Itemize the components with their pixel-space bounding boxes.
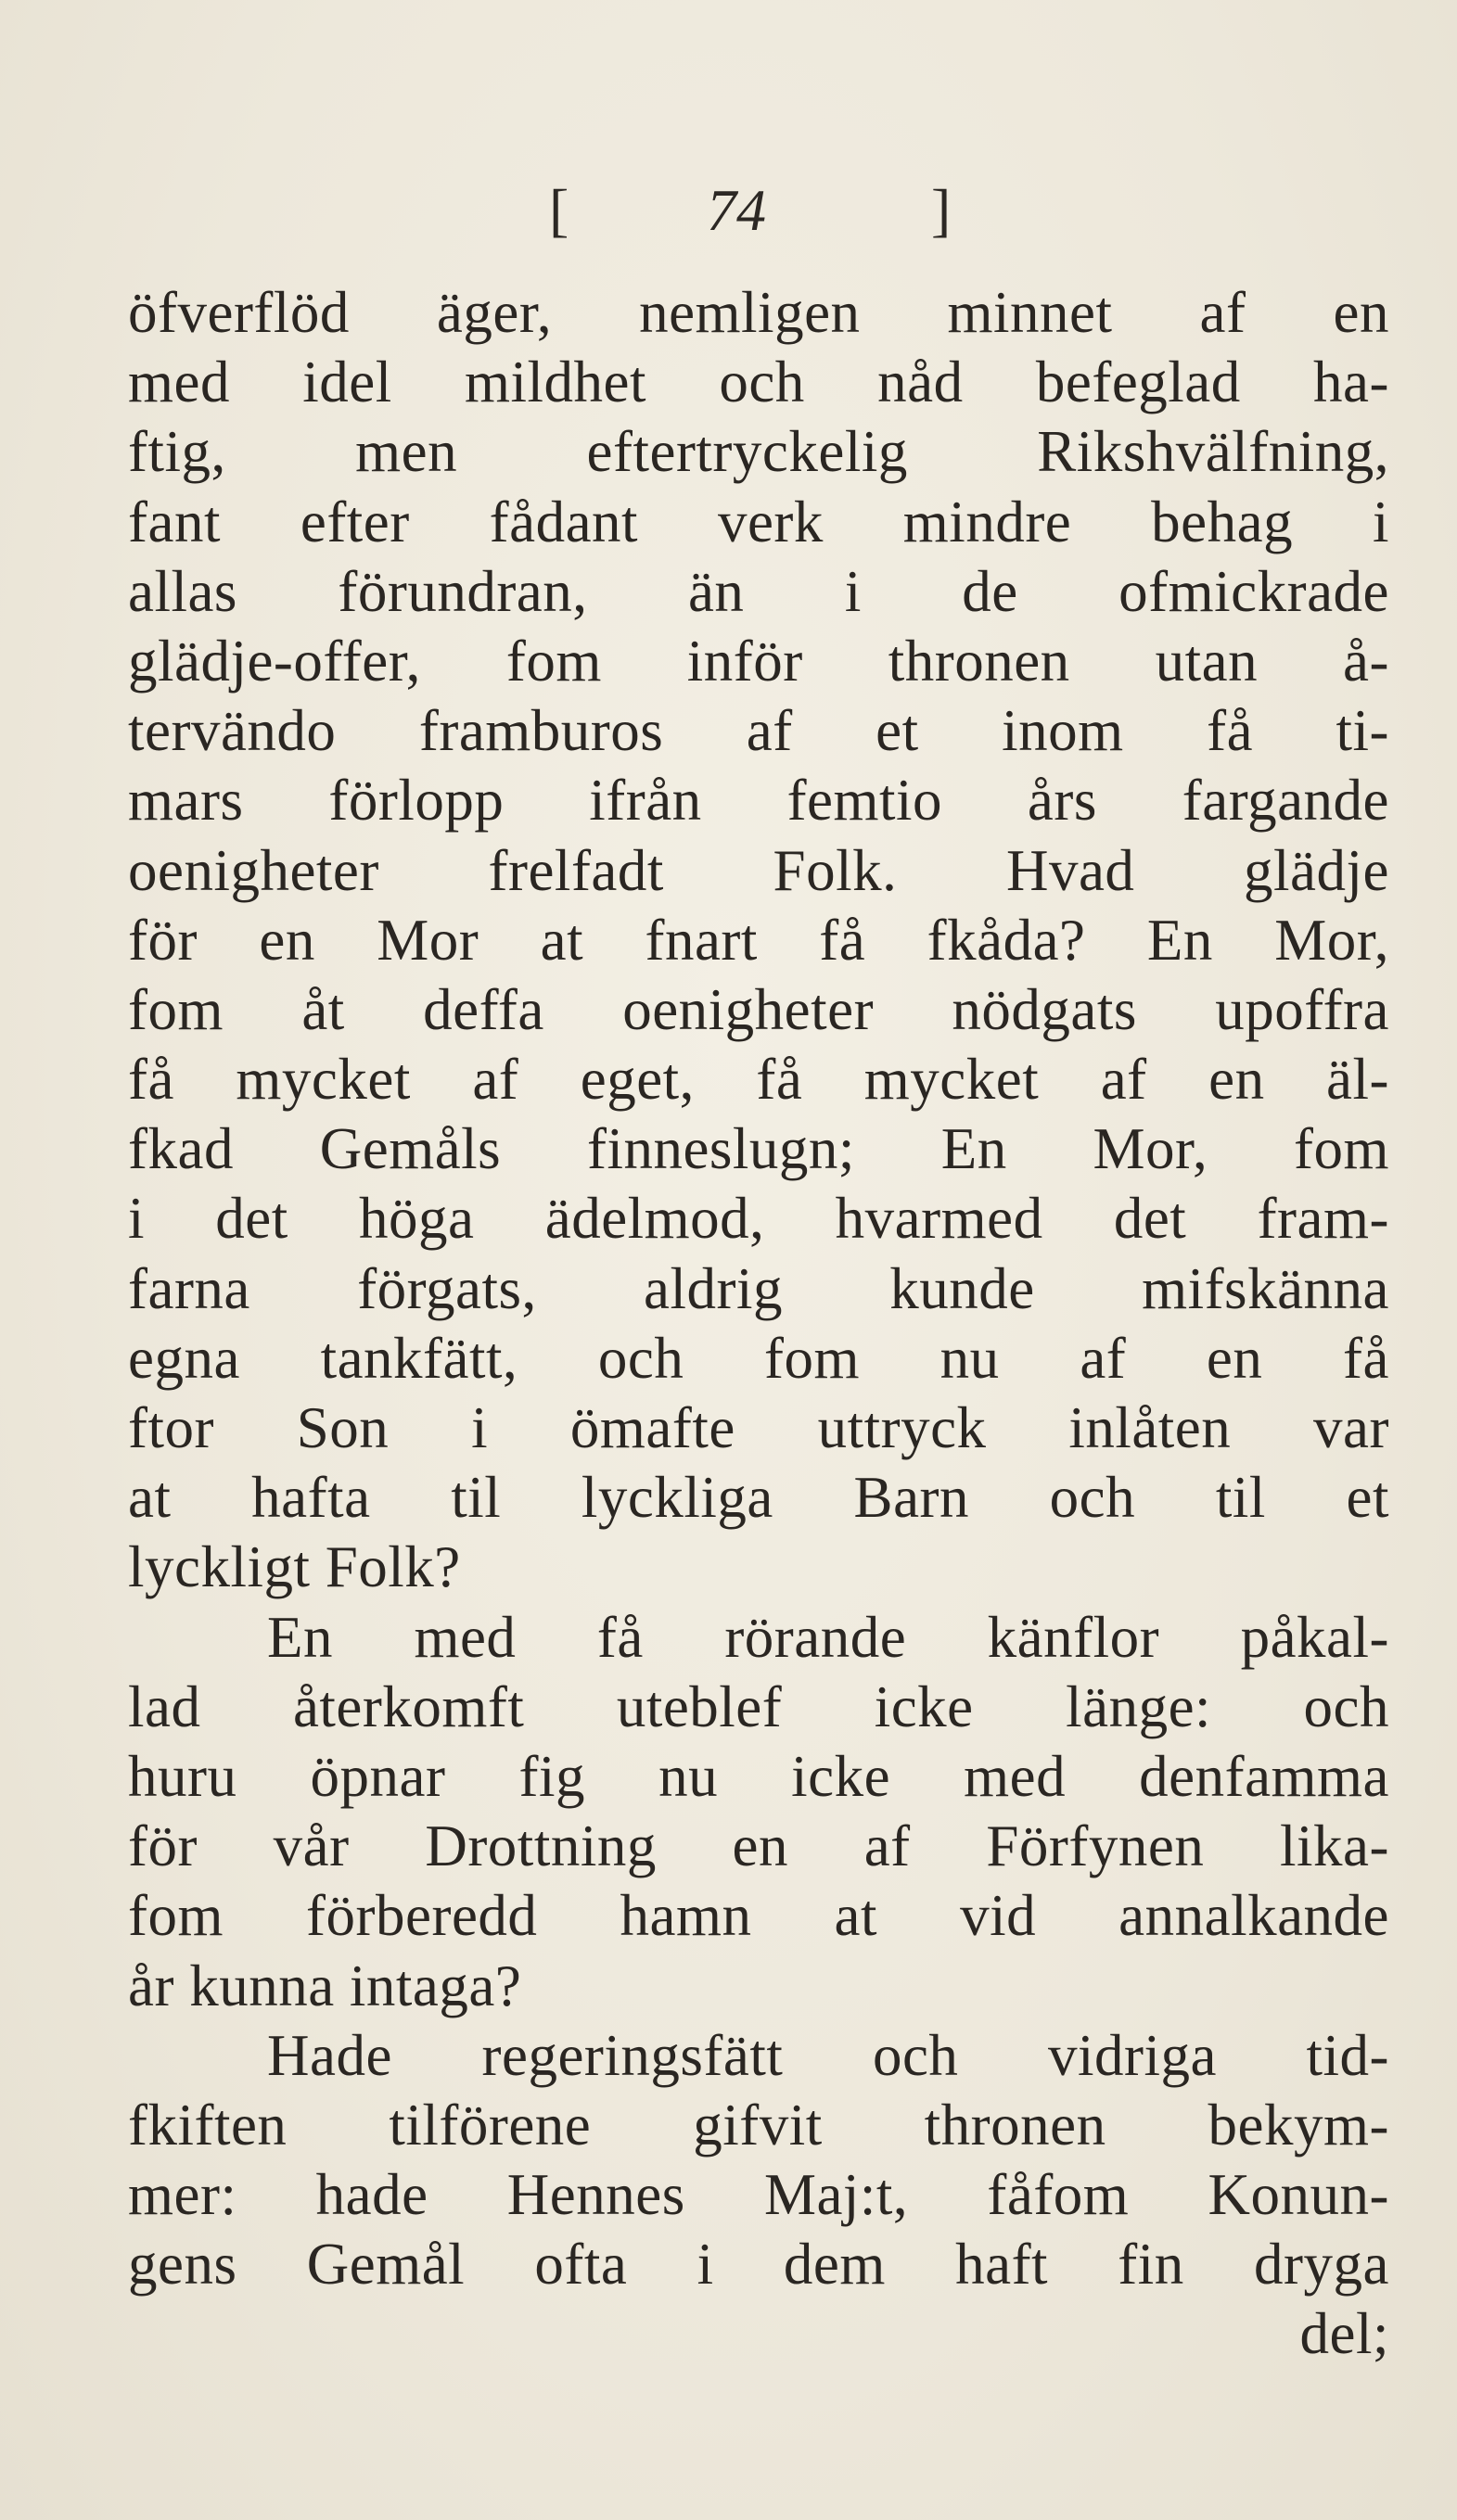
- text-line: i det höga ädelmod, hvarmed det fram-: [128, 1186, 1389, 1252]
- catchword: del;: [1299, 2301, 1389, 2367]
- text-line: tervändo framburos af et inom få ti-: [128, 698, 1389, 764]
- text-line: fom förberedd hamn at vid annalkande: [128, 1883, 1389, 1949]
- text-line: för vår Drottning en af Förfynen lika-: [128, 1814, 1389, 1879]
- text-line: fkiften tilförene gifvit thronen bekym-: [128, 2092, 1389, 2157]
- text-line: oenigheter frelfadt Folk. Hvad glädje: [128, 837, 1389, 903]
- text-line: lad återkomft uteblef icke länge: och: [128, 1674, 1389, 1739]
- text-line: ftor Son i ömafte uttryck inlåten var: [128, 1395, 1389, 1460]
- text-line: få mycket af eget, få mycket af en äl-: [128, 1047, 1389, 1113]
- text-line: at hafta til lyckliga Barn och til et: [128, 1465, 1389, 1531]
- header-bracket-left: [: [549, 177, 569, 243]
- text-line: för en Mor at fnart få fkåda? En Mor,: [128, 907, 1389, 973]
- text-line-paragraph-start: Hade regeringsfätt och vidriga tid-: [267, 2022, 1389, 2088]
- body-text: [128, 278, 1389, 2370]
- text-line: glädje-offer, fom inför thronen utan å-: [128, 628, 1389, 694]
- text-line-paragraph-end: år kunna intaga?: [128, 1953, 522, 2018]
- text-line: huru öpnar fig nu icke med denfamma: [128, 1743, 1389, 1809]
- text-line: med idel mildhet och nåd befeglad ha-: [128, 350, 1389, 415]
- page-number: 74: [707, 177, 766, 243]
- text-line: fkad Gemåls finneslugn; En Mor, fom: [128, 1116, 1389, 1182]
- text-line: mars förlopp ifrån femtio års fargande: [128, 768, 1389, 834]
- text-line: fom åt deffa oenigheter nödgats upoffra: [128, 976, 1389, 1042]
- text-line: gens Gemål ofta i dem haft fin dryga: [128, 2232, 1389, 2297]
- header-bracket-right: ]: [931, 177, 952, 243]
- text-line-paragraph-end: lyckligt Folk?: [128, 1534, 461, 1600]
- page-header: [0, 169, 1457, 252]
- text-line: farna förgats, aldrig kunde mifskänna: [128, 1255, 1389, 1321]
- text-line: mer: hade Hennes Maj:t, fåfom Konun-: [128, 2162, 1389, 2228]
- text-line: allas förundran, än i de ofmickrade: [128, 558, 1389, 624]
- text-line: egna tankfätt, och fom nu af en få: [128, 1325, 1389, 1391]
- text-line: öfverflöd äger, nemligen minnet af en: [128, 280, 1389, 345]
- text-line: fant efter fådant verk mindre behag i: [128, 489, 1389, 554]
- text-line-paragraph-start: En med få rörande känflor påkal-: [267, 1604, 1389, 1670]
- text-line: ftig, men eftertryckelig Rikshvälfning,: [128, 419, 1389, 485]
